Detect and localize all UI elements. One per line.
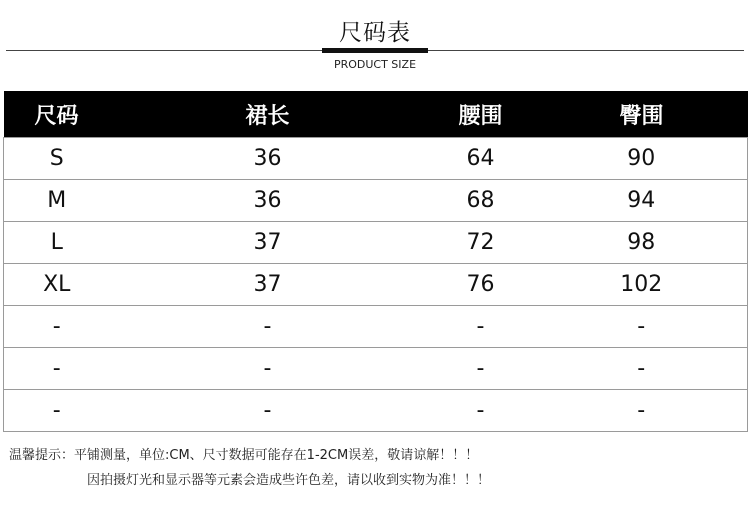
table-cell: -	[536, 348, 748, 390]
table-row	[4, 348, 748, 390]
table-row	[4, 264, 748, 306]
table-cell: -	[110, 306, 426, 348]
table-cell: 102	[536, 264, 748, 306]
table-cell: 76	[426, 264, 536, 306]
table-row	[4, 138, 748, 180]
table-header-row	[4, 91, 748, 138]
table-cell: XL	[4, 264, 110, 306]
page-title: 尺码表	[339, 20, 411, 46]
table-cell: 37	[110, 264, 426, 306]
table-row	[4, 180, 748, 222]
table-row	[4, 306, 748, 348]
page-subtitle: PRODUCT SIZE	[333, 58, 417, 71]
table-cell: -	[110, 390, 426, 432]
table-row	[4, 390, 748, 432]
table-cell: -	[4, 306, 110, 348]
table-cell: 90	[536, 138, 748, 180]
table-cell: 64	[426, 138, 536, 180]
table-cell: 72	[426, 222, 536, 264]
color-disclaimer-note: 因拍摄灯光和显示器等元素会造成些许色差，请以收到实物为准！！！	[87, 473, 491, 488]
measurement-note: 温馨提示：平铺测量，单位:CM、尺寸数据可能存在1-2CM误差，敬请谅解！！！	[9, 448, 479, 463]
table-cell: 68	[426, 180, 536, 222]
table-cell: 98	[536, 222, 748, 264]
table-cell: -	[426, 306, 536, 348]
title-underline	[322, 48, 428, 53]
table-cell: -	[536, 306, 748, 348]
table-cell: 36	[110, 180, 426, 222]
table-cell: 36	[110, 138, 426, 180]
column-header-skirt-length: 裙长	[110, 91, 426, 138]
table-cell: -	[110, 348, 426, 390]
table-cell: L	[4, 222, 110, 264]
table-cell: -	[426, 348, 536, 390]
table-cell: -	[4, 390, 110, 432]
table-cell: -	[426, 390, 536, 432]
size-table	[3, 91, 748, 432]
table-cell: 94	[536, 180, 748, 222]
table-cell: 37	[110, 222, 426, 264]
table-cell: M	[4, 180, 110, 222]
table-row	[4, 222, 748, 264]
column-header-waist: 腰围	[426, 91, 536, 138]
table-cell: -	[4, 348, 110, 390]
table-cell: -	[536, 390, 748, 432]
column-header-hip: 臀围	[536, 91, 748, 138]
table-cell: S	[4, 138, 110, 180]
column-header-size: 尺码	[4, 91, 110, 138]
